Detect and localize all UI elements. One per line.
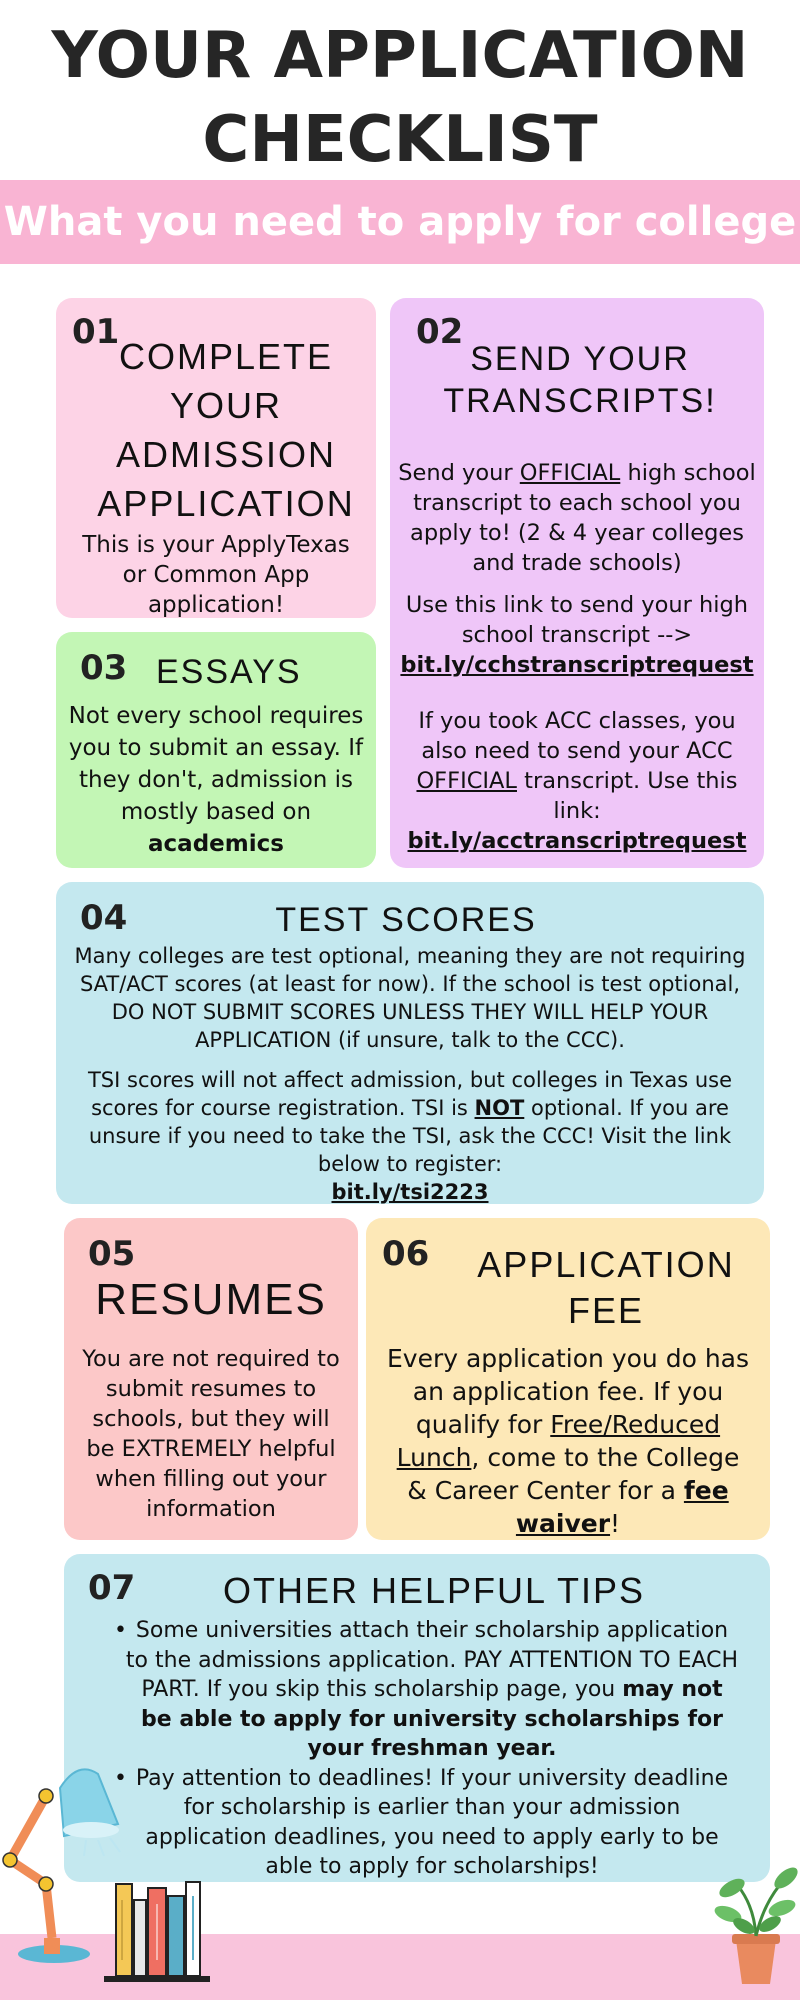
card-number: 03: [80, 648, 128, 688]
text: Every application you do has an application fee. If you qualify for: [386, 1344, 750, 1439]
list-item: [64, 1764, 770, 1882]
test-optional-paragraph: Many colleges are test optional, meaning they are not requiring SAT/ACT scores (at least for now). If the school is test optional, DO NOT SUBMIT SCORES UNLESS THEY WILL HELP YOUR APPLICATION (if unsure, talk to the CCC).: [74, 944, 746, 1052]
tips-list: [64, 1616, 770, 1882]
text: , come to the College & Career Center for a: [407, 1443, 740, 1505]
subtitle: What you need to apply for college: [3, 199, 797, 245]
card-number: 01: [72, 312, 120, 352]
text: Send your: [398, 460, 520, 486]
plant-icon: [708, 1866, 800, 1990]
card-body: [64, 942, 756, 1218]
heading-line: ADMISSION: [115, 434, 337, 475]
text: transcript. Use this link:: [516, 768, 738, 824]
card-body: [384, 1342, 752, 1540]
card-number: 02: [416, 312, 464, 352]
card-helpful-tips: [64, 1554, 770, 1882]
text: high school transcript to each school you apply to! (2 & 4 year colleges and trade schools): [410, 460, 756, 576]
text: If you took ACC classes, you also need to send your ACC: [418, 708, 736, 764]
bold-text: academics: [148, 831, 284, 857]
card-body: [396, 458, 758, 868]
bullet-icon: •: [114, 1765, 127, 1791]
card-send-transcripts: [390, 298, 764, 868]
bullet-icon: •: [114, 1618, 127, 1643]
acc-paragraph: [396, 706, 758, 856]
card-body: [64, 1616, 770, 1882]
card-heading: [410, 338, 750, 422]
subtitle-banner: [0, 180, 800, 264]
card-number: 05: [88, 1234, 136, 1274]
page-title: [0, 14, 800, 182]
card-number: 07: [88, 1568, 136, 1608]
card-heading: OTHER HELPFUL TIPS: [222, 1570, 646, 1611]
heading-line: SEND YOUR: [470, 340, 690, 378]
text: Some universities attach their scholarship application to the admissions application. PAY ATTENTION TO EACH PART. If you skip this scholarship page, you: [125, 1618, 739, 1702]
card-number: 04: [80, 898, 128, 938]
text: Use this link to send your high school transcript -->: [405, 592, 749, 648]
fee-waiver-text: fee waiver: [515, 1476, 729, 1538]
not-text: NOT: [474, 1096, 525, 1120]
text: TSI scores will not affect admission, but colleges in Texas use scores for course registration. TSI is: [87, 1068, 733, 1120]
card-admission-application: [56, 298, 376, 618]
text: !: [610, 1509, 621, 1538]
card-application-fee: [366, 1218, 770, 1540]
heading-line: APPLICATION: [477, 1244, 735, 1285]
official-text: OFFICIAL: [519, 460, 621, 486]
link-paragraph: [396, 590, 758, 680]
tsi-link[interactable]: bit.ly/tsi2223: [331, 1180, 489, 1204]
card-essays: [56, 632, 376, 868]
official-text: OFFICIAL: [416, 768, 517, 794]
text: Pay attention to deadlines! If your university deadline for scholarship is earlier than your admission application deadlines, you need to apply early to be able to apply for scholarships!: [135, 1765, 729, 1879]
card-heading: ESSAYS: [156, 653, 302, 691]
heading-line: YOUR: [169, 385, 282, 426]
books-icon: [104, 1880, 214, 1984]
transcript-request-link[interactable]: bit.ly/cchstranscriptrequest: [400, 652, 754, 678]
heading-line: APPLICATION: [97, 483, 355, 524]
card-body: [66, 700, 366, 860]
free-lunch-text: Free/Reduced Lunch: [396, 1410, 721, 1472]
transcript-paragraph: [396, 458, 758, 578]
card-resumes: [64, 1218, 358, 1540]
card-body: You are not required to submit resumes to schools, but they will be EXTREMELY helpful when filling out your information: [82, 1346, 340, 1522]
heading-line: TRANSCRIPTS!: [443, 382, 717, 420]
card-test-scores: [56, 882, 764, 1204]
acc-transcript-link[interactable]: bit.ly/acctranscriptrequest: [407, 828, 747, 854]
card-heading: RESUMES: [95, 1275, 327, 1324]
card-heading: [456, 1242, 756, 1334]
list-item: [64, 1616, 770, 1764]
card-heading: TEST SCORES: [275, 901, 537, 939]
card-heading: [86, 332, 366, 528]
tsi-paragraph: [64, 1066, 756, 1206]
heading-line: COMPLETE: [118, 336, 334, 377]
heading-line: FEE: [567, 1290, 644, 1331]
card-body: This is your ApplyTexas or Common App application!: [82, 532, 350, 618]
card-number: 06: [382, 1234, 430, 1274]
title-line-1: YOUR APPLICATION: [51, 19, 749, 93]
title-line-2: CHECKLIST: [202, 103, 598, 177]
text: optional. If you are unsure if you need to take the TSI, ask the CCC! Visit the link below to register:: [88, 1096, 732, 1176]
bold-text: may not be able to apply for university scholarships for your freshman year.: [140, 1677, 724, 1761]
text: Not every school requires you to submit an essay. If they don't, admission is mostly based on: [68, 703, 364, 825]
